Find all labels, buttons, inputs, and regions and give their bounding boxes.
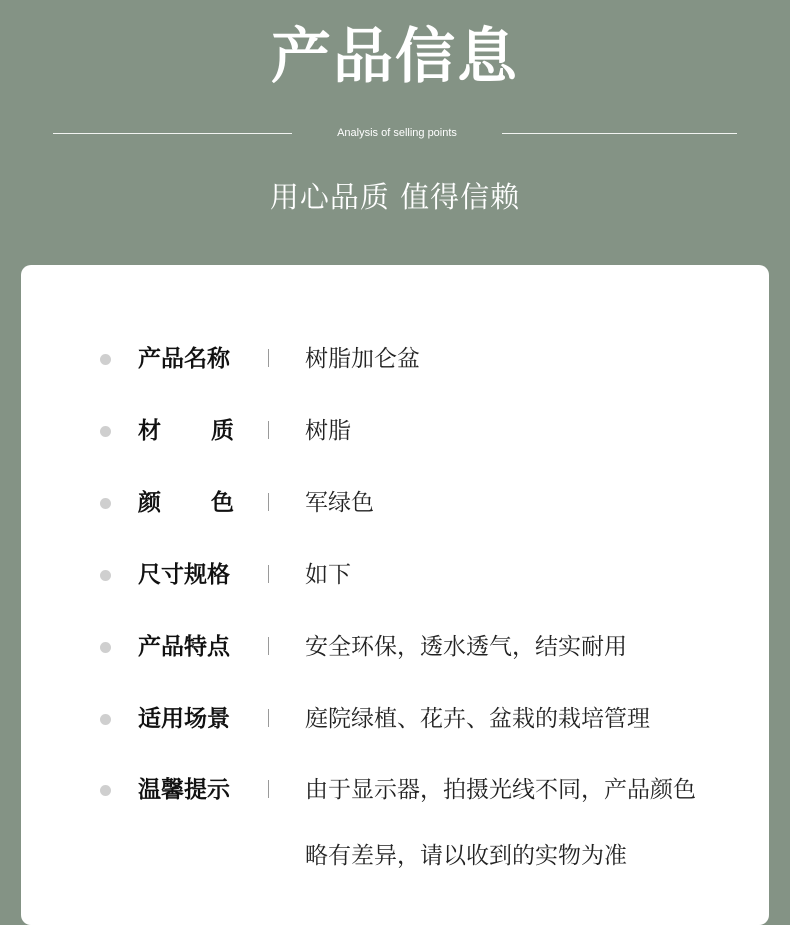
spec-value: 庭院绿植、花卉、盆栽的栽培管理 — [305, 706, 650, 732]
spec-row-name — [21, 339, 769, 379]
spec-row-usage — [21, 699, 769, 739]
spec-label: 尺寸规格 — [138, 562, 230, 588]
divider-left — [53, 133, 292, 134]
separator — [268, 709, 269, 727]
separator — [268, 349, 269, 367]
spec-row-color — [21, 483, 769, 523]
spec-label: 材质 — [138, 418, 234, 444]
bullet-dot-icon — [100, 498, 111, 509]
separator — [268, 565, 269, 583]
spec-card — [21, 265, 769, 925]
spec-row-material — [21, 411, 769, 451]
spec-label: 产品特点 — [138, 634, 230, 660]
spec-value: 由于显示器，拍摄光线不同，产品颜色 — [305, 777, 696, 803]
spec-row-size — [21, 555, 769, 595]
spec-value: 如下 — [305, 562, 351, 588]
spec-value: 树脂加仑盆 — [305, 346, 420, 372]
spec-row-notice — [21, 770, 769, 880]
separator — [268, 493, 269, 511]
spec-value: 安全环保，透水透气，结实耐用 — [305, 634, 627, 660]
page-title: 产品信息 — [271, 22, 519, 92]
separator — [268, 637, 269, 655]
bullet-dot-icon — [100, 642, 111, 653]
bullet-dot-icon — [100, 426, 111, 437]
spec-label: 适用场景 — [138, 706, 230, 732]
spec-value: 军绿色 — [305, 490, 374, 516]
spec-label: 颜色 — [138, 490, 234, 516]
bullet-dot-icon — [100, 714, 111, 725]
spec-label: 产品名称 — [138, 346, 230, 372]
separator — [268, 421, 269, 439]
separator — [268, 780, 269, 798]
spec-label: 温馨提示 — [138, 777, 230, 803]
spec-value-continued: 略有差异，请以收到的实物为准 — [305, 843, 627, 869]
bullet-dot-icon — [100, 785, 111, 796]
bullet-dot-icon — [100, 354, 111, 365]
bullet-dot-icon — [100, 570, 111, 581]
english-subtitle: Analysis of selling points — [337, 127, 457, 139]
spec-row-features — [21, 627, 769, 667]
divider-right — [502, 133, 737, 134]
slogan: 用心品质 值得信赖 — [269, 180, 521, 214]
spec-value: 树脂 — [305, 418, 351, 444]
